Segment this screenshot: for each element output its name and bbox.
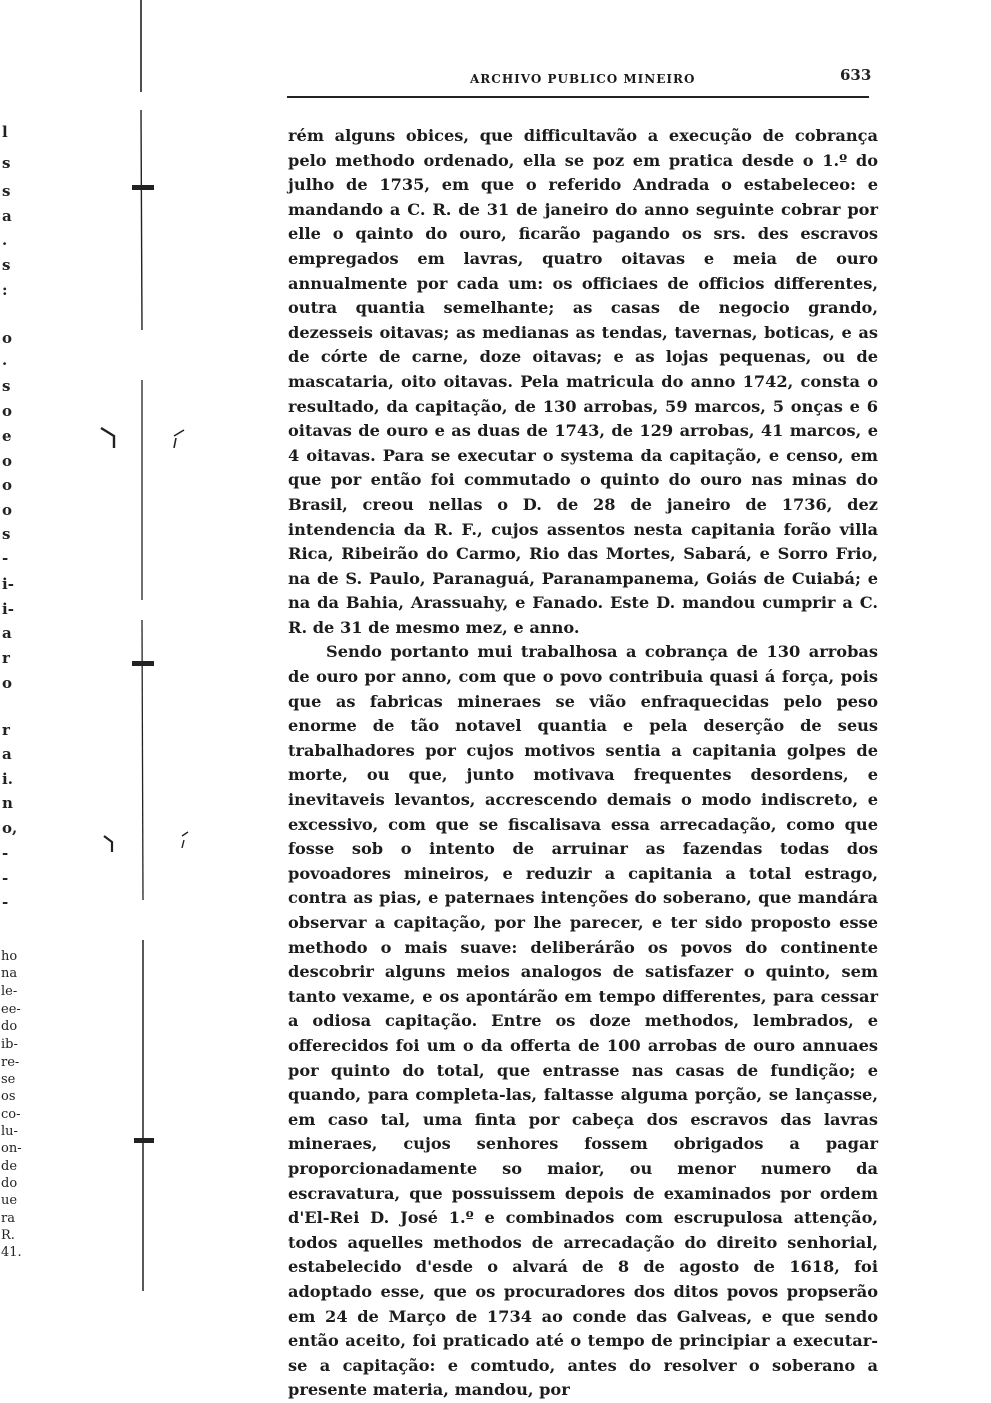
fragment-char: r xyxy=(2,721,10,739)
fragment-char: o, xyxy=(2,819,18,837)
fragment-word: re- xyxy=(1,1055,20,1070)
fragment-char: o xyxy=(2,674,13,692)
fragment-char: r xyxy=(2,649,10,667)
fragment-char: a xyxy=(2,624,12,642)
fragment-char: o xyxy=(2,329,13,347)
fragment-char: i- xyxy=(2,575,14,593)
fragment-word: ra xyxy=(1,1211,15,1226)
paragraph: rém alguns obices, que difficultavão a execução de cobrança pelo methodo ordenado, ella se poz em pratica desde o 1.º do julho de 1735, em que o referido Andrada o estabeleceo: e mandando a C. R. de 31 de janeiro do anno seguinte cobrar por elle o qainto do ouro, ficarão pagando os srs. des escravos empregados em lavras, quatro oitavas e meia de ouro annualmente por cada um: os officiaes de officios differentes, outra quantia semelhante; as casas de negocio grando, dezesseis oitavas; as medianas as tendas, tavernas, boticas, e as de córte de carne, doze oitavas; e as lojas pequenas, ou de mascataria, oito oitavas. Pela matricula do anno 1742, consta o resultado, da capitação, de 130 arrobas, 59 marcos, 5 onças e 6 oitavas de ouro e as duas de 1743, de 129 arrobas, 41 marcos, e 4 oitavas. Para se executar o systema da capitação, e censo, em que por então foi commutado o quinto do ouro nas minas do Brasil, creou nellas o D. de 28 de janeiro de 1736, dez intendencia da R. F., cujos assentos nesta capitania forão villa Rica, Ribeirão do Carmo, Rio das Mortes, Sabará, e Sorro Frio, na de S. Paulo, Paranaguá, Paranampanema, Goiás de Cuiabá; e na da Bahia, Arassuahy, e Fanado. Este D. mandou cumprir a C. R. de 31 de mesmo mez, e anno. xyxy=(288,126,878,637)
page-number: 633 xyxy=(840,66,872,84)
header-rule xyxy=(287,96,869,98)
fragment-char: s xyxy=(2,256,11,274)
fragment-word: do xyxy=(1,1176,18,1191)
fragment-char: o xyxy=(2,501,13,519)
fragment-char: a xyxy=(2,207,12,225)
fragment-char: n xyxy=(2,794,13,812)
fragment-char: o xyxy=(2,402,13,420)
fragment-word: ee- xyxy=(1,1002,21,1017)
fragment-word: de xyxy=(1,1159,18,1174)
fragment-char: i. xyxy=(2,770,13,788)
fragment-char: e xyxy=(2,427,12,445)
fragment-char: o xyxy=(2,452,13,470)
fragment-char: . xyxy=(2,231,8,249)
fragment-char: s xyxy=(2,154,11,172)
fragment-word: os xyxy=(1,1089,16,1104)
fragment-char: s xyxy=(2,182,11,200)
fragment-char: : xyxy=(2,281,8,299)
fragment-char: - xyxy=(2,549,9,567)
fragment-word: lu- xyxy=(1,1124,18,1139)
fragment-word: 41. xyxy=(1,1245,22,1260)
fragment-word: do xyxy=(1,1019,18,1034)
fragment-char: - xyxy=(2,844,9,862)
fragment-word: le- xyxy=(1,984,18,999)
running-head: ARCHIVO PUBLICO MINEIRO xyxy=(470,72,696,86)
fragment-word: R. xyxy=(1,1228,15,1243)
fragment-char: l xyxy=(2,123,8,141)
binding-gutter xyxy=(96,0,206,1291)
fragment-char: o xyxy=(2,476,13,494)
fragment-word: na xyxy=(1,966,18,981)
fragment-char: . xyxy=(2,351,8,369)
fragment-word: ho xyxy=(1,949,18,964)
fragment-word: on- xyxy=(1,1141,22,1156)
fragment-word: se xyxy=(1,1072,16,1087)
fragment-char: i- xyxy=(2,600,14,618)
fragment-word: ib- xyxy=(1,1037,18,1052)
body-text xyxy=(288,124,878,1403)
fragment-char: - xyxy=(2,869,9,887)
facing-page-fragment xyxy=(0,0,40,1291)
fragment-word: ue xyxy=(1,1193,18,1208)
binding-marks-graphic xyxy=(96,0,206,1291)
fragment-char: a xyxy=(2,745,12,763)
paragraph: Sendo portanto mui trabalhosa a cobrança de 130 arrobas de ouro por anno, com que o povo contribuia quasi á força, pois que as fabricas mineraes se vião enfraquecidas pelo peso enorme de tão notavel quantia e pela deserção de seus trabalhadores por cujos motivos sentia a capitania golpes de morte, ou que, junto motivava frequentes desordens, e inevitaveis levantos, accrescendo demais o modo indiscreto, e excessivo, com que se fiscalisava essa arrecadação, como que fosse sob o intento de arruinar as fazendas todas dos povoadores mineiros, e reduzir a capitania a total estrago, contra as pias, e paternaes intenções do soberano, que mandára observar a capitação, por lhe parecer, e ter sido proposto esse methodo o mais suave: deliberárão os povos do continente descobrir alguns meios analogos de satisfazer o quinto, sem tanto vexame, e os apontárão em tempo differentes, para cessar a odiosa capitação. Entre os doze methodos, lembrados, e offerecidos foi um o da offerta de 100 arrobas de ouro annuaes por quinto do total, que entrasse nas casas de fundição; e quando, para completa-las, faltasse alguma porção, se lançasse, em caso tal, uma finta por cabeça dos escravos das lavras mineraes, cujos senhores fossem obrigados a pagar proporcionadamente so maior, ou menor numero da escravatura, que possuissem depois de examinados por ordem d'El-Rei D. José 1.º e combinados com escrupulosa attenção, todos aquelles methodos de arrecadação do direito senhorial, estabelecido d'esde o alvará de 8 de agosto de 1618, foi adoptado esse, que os procuradores dos ditos povos propserão em 24 de Março de 1734 ao conde das Galveas, e que sendo então aceito, foi praticado até o tempo de principiar a executar-se a capitação: e comtudo, antes do resolver o soberano a presente materia, mandou, por xyxy=(288,642,878,1400)
fragment-char: s xyxy=(2,525,11,543)
fragment-word: co- xyxy=(1,1107,21,1122)
fragment-char: s xyxy=(2,377,11,395)
fragment-char: - xyxy=(2,893,9,911)
